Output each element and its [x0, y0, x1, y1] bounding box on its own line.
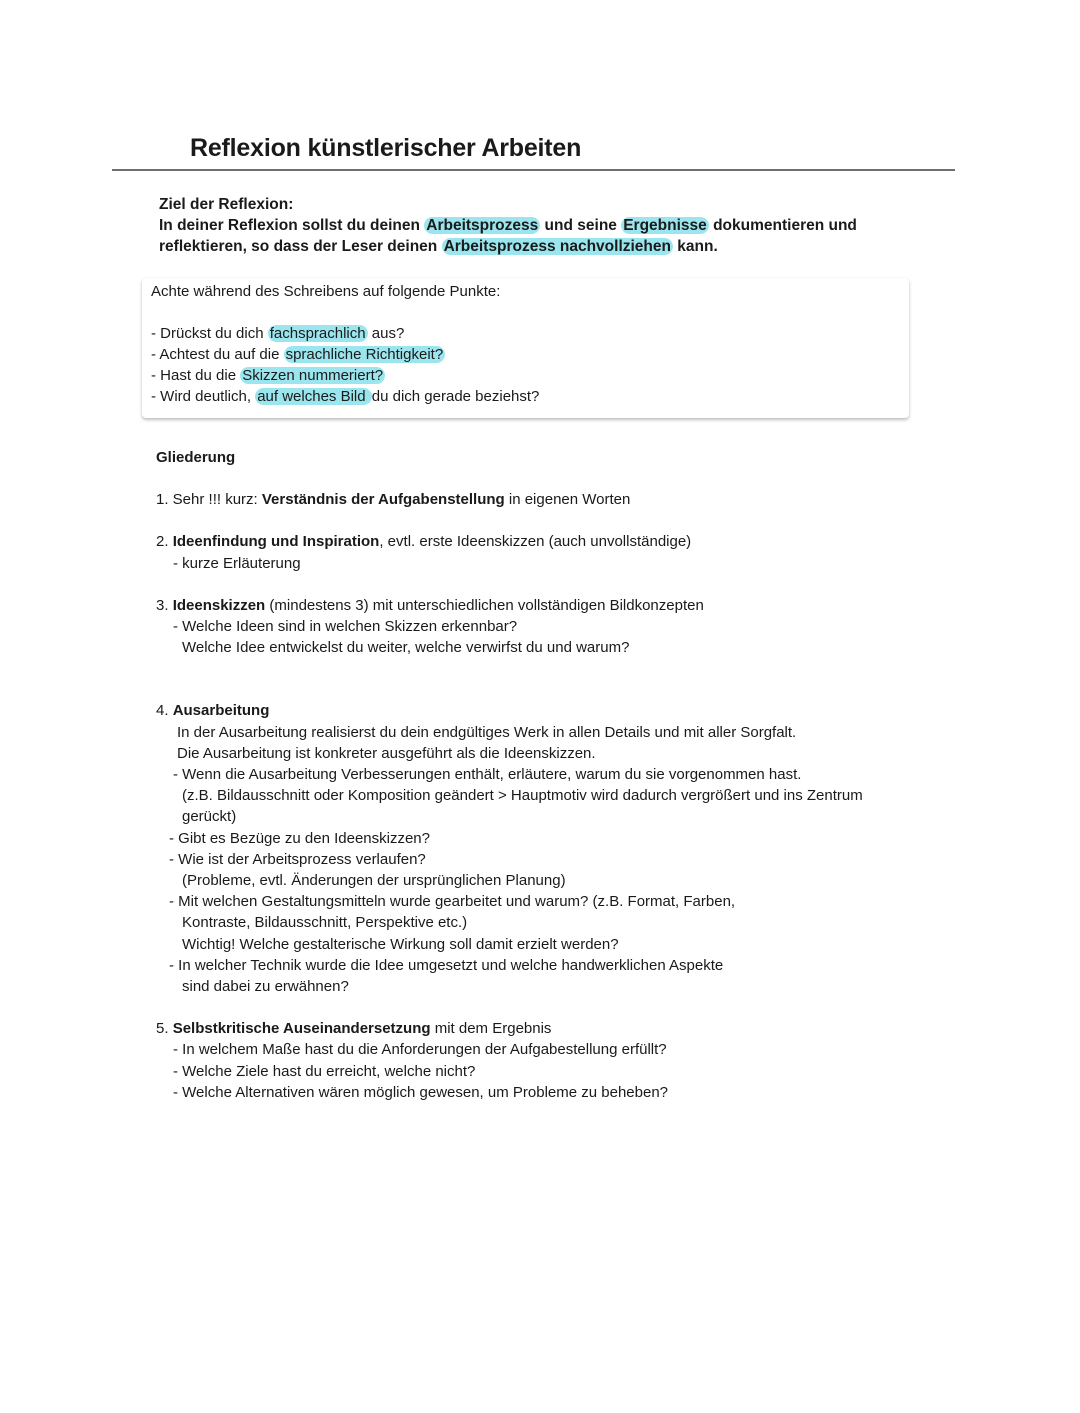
outline-item-4: 4. Ausarbeitung [156, 702, 270, 720]
text: - Achtest du auf die [151, 346, 284, 363]
highlight: Arbeitsprozess nachvollziehen [443, 238, 671, 255]
outline-item-2: 2. Ideenfindung und Inspiration, evtl. erste Ideenskizzen (auch unvollständige) [156, 533, 692, 551]
text: aus? [367, 325, 405, 342]
text: In deiner Reflexion sollst du deinen [159, 217, 425, 234]
outline-item-5: 5. Selbstkritische Auseinandersetzung mit dem Ergebnis [156, 1020, 552, 1038]
highlight: Ergebnisse [623, 217, 707, 234]
goal-line-1 [159, 215, 857, 236]
highlight: auf welches Bild [257, 388, 370, 405]
text: du dich gerade beziehst? [371, 388, 540, 405]
outline-line: - Welche Ideen sind in welchen Skizzen erkennbar? [173, 618, 518, 636]
outline-line: - Wenn die Ausarbeitung Verbesserungen enthält, erläutere, warum du sie vorgenommen hast. [173, 766, 802, 784]
outline-line: gerückt) [182, 808, 237, 826]
outline-item-3: 3. Ideenskizzen (mindestens 3) mit unterschiedlichen vollständigen Bildkonzepten [156, 596, 704, 614]
text: dokumentieren und [708, 217, 857, 234]
outline-line: Die Ausarbeitung ist konkreter ausgeführt als die Ideenskizzen. [177, 744, 596, 762]
checklist-card [142, 278, 909, 418]
outline-line: - Gibt es Bezüge zu den Ideenskizzen? [169, 829, 430, 847]
text: kann. [672, 238, 718, 255]
outline-line: - Welche Alternativen wären möglich gewesen, um Probleme zu beheben? [173, 1083, 668, 1101]
outline-line: Kontraste, Bildausschnitt, Perspektive etc.) [182, 914, 468, 932]
outline-line: In der Ausarbeitung realisierst du dein endgültiges Werk in allen Details und mit aller Sorgfalt. [177, 723, 797, 741]
outline-line: (z.B. Bildausschnitt oder Komposition geändert > Hauptmotiv wird dadurch vergrößert und ins Zentrum [182, 787, 863, 805]
outline-line: - Welche Ziele hast du erreicht, welche nicht? [173, 1062, 476, 1080]
checklist-intro: Achte während des Schreibens auf folgende Punkte: [151, 283, 501, 300]
outline-section [156, 447, 916, 1103]
outline-heading: Gliederung [156, 449, 236, 466]
goal-section [159, 194, 857, 257]
outline-line: - Wie ist der Arbeitsprozess verlaufen? [169, 850, 426, 868]
text: reflektieren, so dass der Leser deinen [159, 238, 442, 255]
outline-item-1: 1. Sehr !!! kurz: Verständnis der Aufgabenstellung in eigenen Worten [156, 491, 631, 509]
text: - Drückst du dich [151, 325, 268, 342]
highlight: sprachliche Richtigkeit? [285, 346, 444, 363]
checklist-item [151, 344, 539, 365]
outline-line: sind dabei zu erwähnen? [182, 978, 349, 996]
highlight: fachsprachlich [269, 325, 366, 342]
outline-line: - Mit welchen Gestaltungsmitteln wurde gearbeitet und warum? (z.B. Format, Farben, [169, 893, 736, 911]
title-divider [112, 169, 955, 171]
text: - Wird deutlich, [151, 388, 256, 405]
checklist-item [151, 365, 539, 386]
checklist-item [151, 386, 539, 407]
goal-line-2 [159, 236, 857, 257]
outline-line: - In welcher Technik wurde die Idee umgesetzt und welche handwerklichen Aspekte [169, 956, 724, 974]
text: und seine [540, 217, 622, 234]
highlight: Arbeitsprozess [426, 217, 539, 234]
outline-line: - kurze Erläuterung [173, 554, 301, 572]
checklist-item [151, 323, 539, 344]
outline-line: (Probleme, evtl. Änderungen der ursprünglichen Planung) [182, 872, 566, 890]
outline-line: Wichtig! Welche gestalterische Wirkung soll damit erzielt werden? [182, 935, 619, 953]
text: - Hast du die [151, 367, 241, 384]
outline-line: Welche Idee entwickelst du weiter, welche verwirfst du und warum? [182, 639, 630, 657]
document-title: Reflexion künstlerischer Arbeiten [190, 134, 582, 162]
goal-heading: Ziel der Reflexion: [159, 196, 294, 213]
outline-line: - In welchem Maße hast du die Anforderungen der Aufgabestellung erfüllt? [173, 1041, 667, 1059]
highlight: Skizzen nummeriert? [242, 367, 384, 384]
